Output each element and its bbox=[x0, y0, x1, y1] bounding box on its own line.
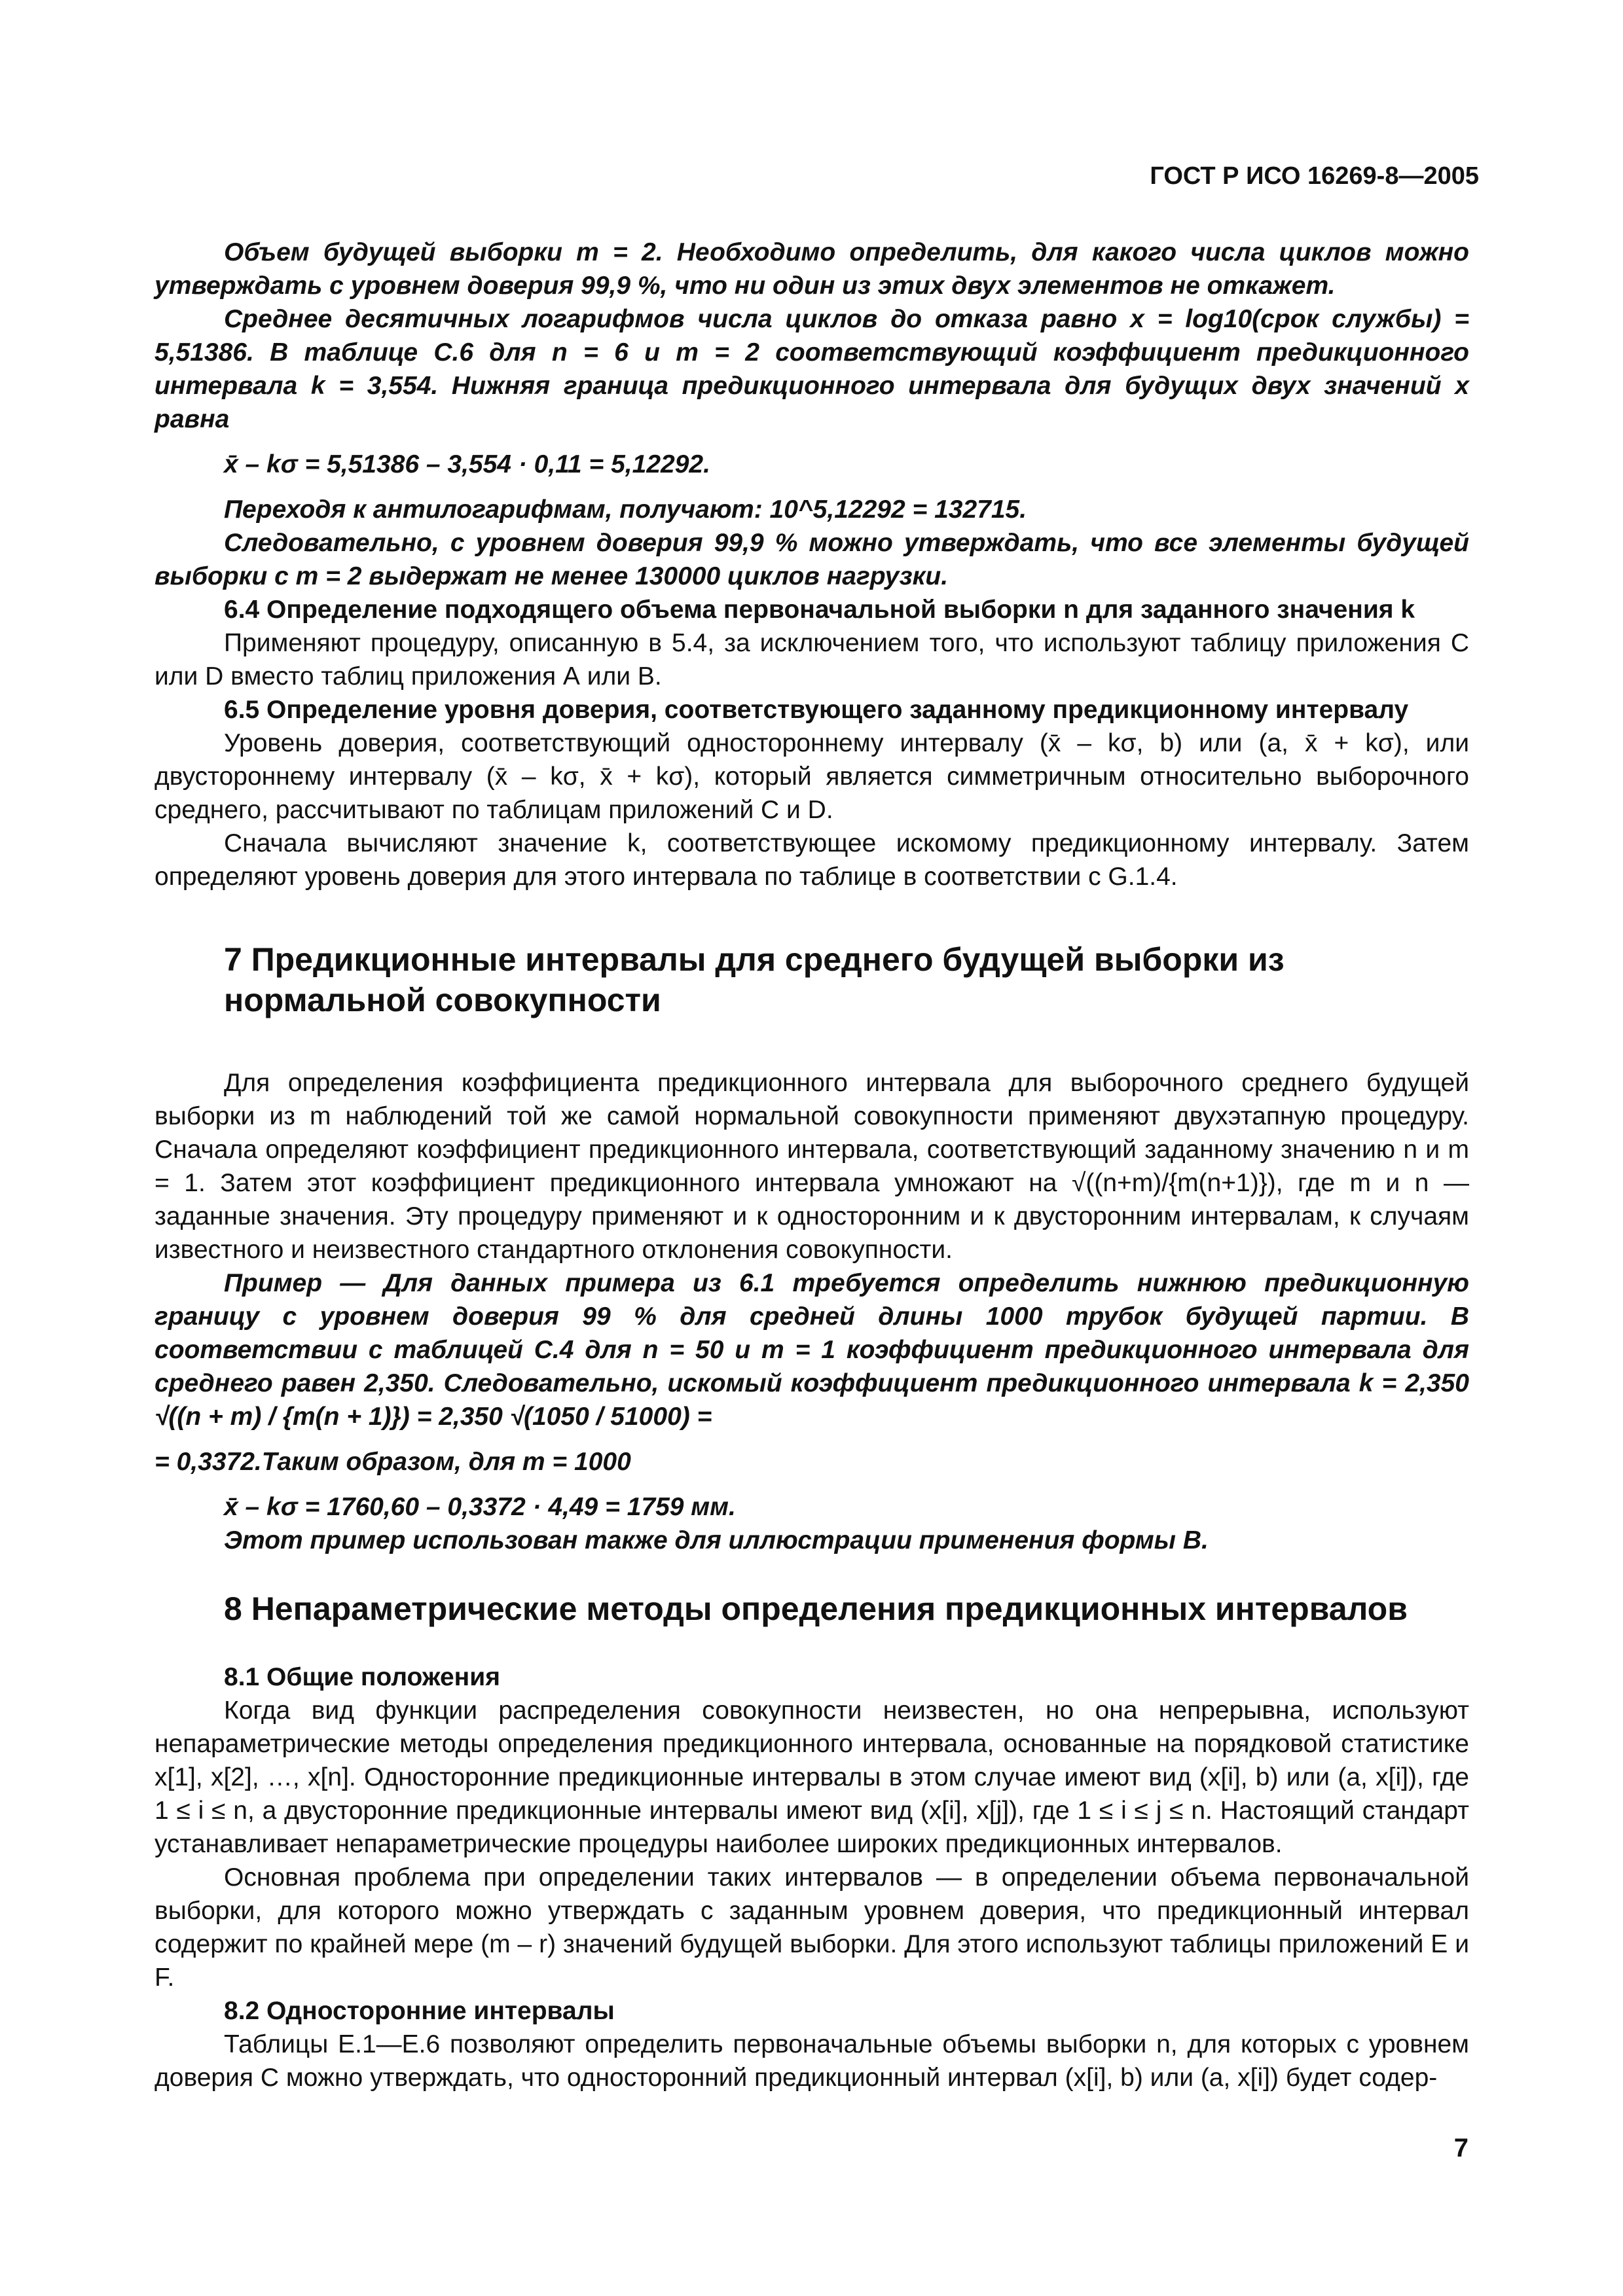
example-paragraph: Среднее десятичных логарифмов числа циклов до отказа равно x = log10(срок службы) = 5,51386. В таблице С.6 для n = 6 и m = 2 соответствующий коэффициент предикционного интервала k = 3,554. Нижняя граница предикционного интервала для будущих двух значений x равна bbox=[155, 305, 1469, 433]
body-paragraph: Основная проблема при определении таких интервалов — в определении объема первоначальной выборки, для которого можно утверждать с заданным уровнем доверия, что предикционный интервал содержит по крайней мере (m – r) значений будущей выборки. Для этого используют таблицы приложений Е и F. bbox=[155, 1863, 1469, 1992]
example-note: Этот пример использован также для иллюстрации применения формы В. bbox=[224, 1526, 1209, 1554]
body-paragraph: Для определения коэффициента предикционного интервала для выборочного среднего будущей выборки из m наблюдений той же самой нормальной совокупности применяют двухэтапную процедуру. Сначала определяют коэффициент предикционного интервала, соответствующий заданному значению n и m = 1. Затем этот коэффициент предикционного интервала умножают на √((n+m)/{m(n+1)}), где m и n — заданные значения. Эту процедуру применяют и к односторонним и к двусторонним интервалам, к случаям известного и неизвестного стандартного отклонения совокупности. bbox=[155, 1069, 1469, 1264]
body-paragraph: Когда вид функции распределения совокупности неизвестен, но она непрерывна, используют непараметрические методы определения предикционного интервала, основанные на порядковой статистике x[1], x[2], …, x[n]. Односторонние предикционные интервалы в этом случае имеют вид (x[i], b) или (a, x[i]), где 1 ≤ i ≤ n, а двусторонние предикционные интервалы имеют вид (x[i], x[j]), где 1 ≤ i ≤ j ≤ n. Настоящий стандарт устанавливает непараметрические процедуры наиболее широких предикционных интервалов. bbox=[155, 1696, 1469, 1858]
subsection-heading-6-5: 6.5 Определение уровня доверия, соответствующего заданному предикционному интервалу bbox=[224, 696, 1409, 724]
subsection-heading-6-4: 6.4 Определение подходящего объема первоначальной выборки n для заданного значения k bbox=[224, 596, 1415, 624]
body-paragraph: Таблицы Е.1—Е.6 позволяют определить первоначальные объемы выборки n, для которых с уровнем доверия С можно утверждать, что односторонний предикционный интервал (x[i], b) или (a, x[i]) будет содер- bbox=[155, 2030, 1469, 2092]
subsection-heading-8-2: 8.2 Односторонние интервалы bbox=[224, 1997, 615, 2025]
subsection-heading-8-1: 8.1 Общие положения bbox=[224, 1663, 500, 1691]
body-paragraph: Сначала вычисляют значение k, соответствующее искомому предикционному интервалу. Затем определяют уровень доверия для этого интервала по таблице в соответствии с G.1.4. bbox=[155, 829, 1469, 891]
page-number: 7 bbox=[1453, 2134, 1468, 2162]
example-paragraph: Следовательно, с уровнем доверия 99,9 % можно утверждать, что все элементы будущей выборки с m = 2 выдержат не менее 130000 циклов нагрузки. bbox=[155, 529, 1469, 590]
example-paragraph: = 0,3372.Таким образом, для m = 1000 bbox=[155, 1448, 631, 1476]
example-formula: x̄ – kσ = 1760,60 – 0,3372 · 4,49 = 1759 мм. bbox=[224, 1493, 736, 1521]
example-formula: x̄ – kσ = 5,51386 – 3,554 · 0,11 = 5,12292. bbox=[224, 450, 710, 478]
body-paragraph: Уровень доверия, соответствующий одностороннему интервалу (x̄ – kσ, b) или (a, x̄ + kσ), или двустороннему интервалу (x̄ – kσ, x̄ + kσ), который является симметричным относительно выборочного среднего, рассчитывают по таблицам приложений С и D. bbox=[155, 729, 1469, 824]
document-header: ГОСТ Р ИСО 16269-8—2005 bbox=[1150, 162, 1479, 190]
example-paragraph: Пример — Для данных примера из 6.1 требуется определить нижнюю предикционную границу с уровнем доверия 99 % для средней длины 1000 трубок будущей партии. В соответствии с таблицей С.4 для n = 50 и m = 1 коэффициент предикционного интервала для среднего равен 2,350. Следовательно, искомый коэффициент предикционного интервала k = 2,350 √((n + m) / {m(n + 1)}) = 2,350 √(1050 / 51000) = bbox=[155, 1269, 1469, 1431]
body-paragraph: Применяют процедуру, описанную в 5.4, за исключением того, что используют таблицу приложения С или D вместо таблиц приложения А или В. bbox=[155, 629, 1469, 691]
example-paragraph: Объем будущей выборки m = 2. Необходимо определить, для какого числа циклов можно утверждать с уровнем доверия 99,9 %, что ни один из этих двух элементов не откажет. bbox=[155, 238, 1469, 300]
section-heading-7: 7 Предикционные интервалы для среднего будущей выборки из нормальной совокупности bbox=[224, 941, 1285, 1018]
document-body bbox=[155, 236, 1469, 2094]
section-heading-8: 8 Непараметрические методы определения предикционных интервалов bbox=[224, 1590, 1408, 1627]
example-paragraph: Переходя к антилогарифмам, получают: 10^5,12292 = 132715. bbox=[224, 495, 1027, 524]
